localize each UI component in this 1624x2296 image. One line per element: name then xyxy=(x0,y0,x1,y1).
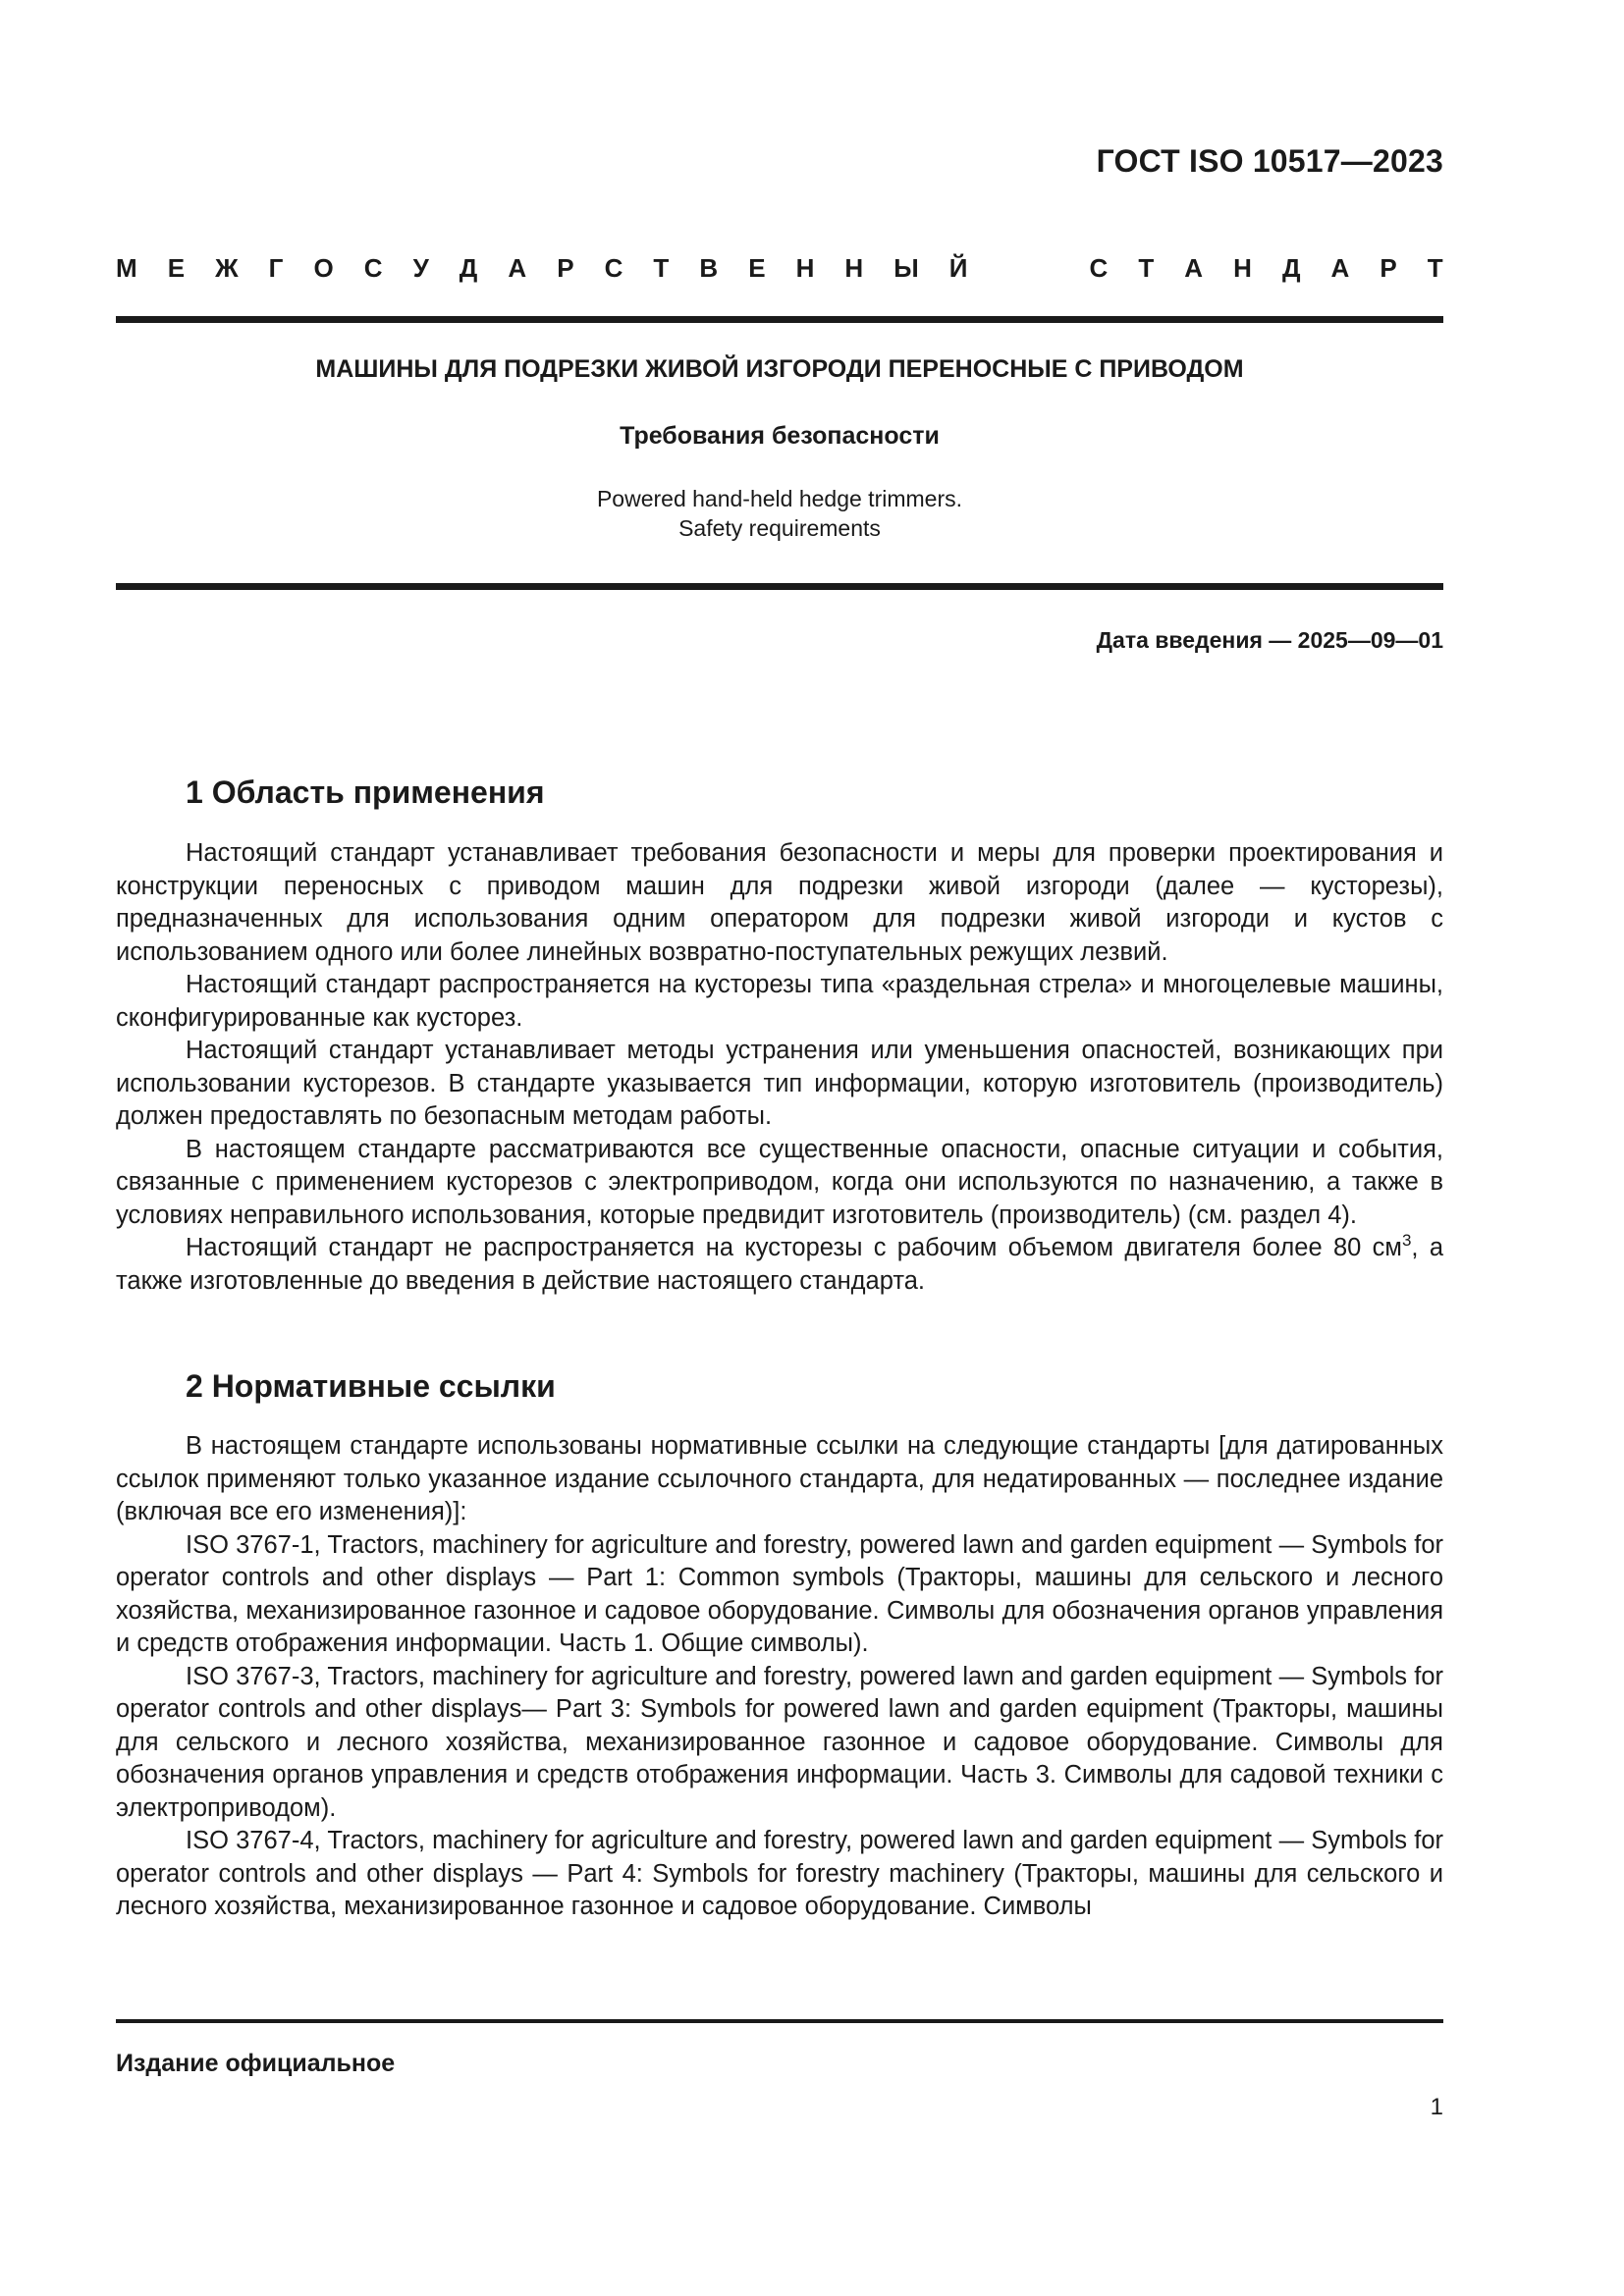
banner-letter: Д xyxy=(459,253,478,283)
banner-letter: Й xyxy=(948,253,968,283)
banner-word-gap xyxy=(998,253,1058,284)
banner-letter: У xyxy=(412,253,429,283)
english-title xyxy=(116,484,1443,543)
banner-letter: Н xyxy=(1233,253,1252,283)
banner-letter: Г xyxy=(268,253,284,283)
banner-letter: С xyxy=(1089,253,1109,283)
banner-letter: А xyxy=(1330,253,1350,283)
paragraph: Настоящий стандарт устанавливает требования безопасности и меры для проверки проектирования и конструкции переносных с приводом машин для подрезки живой изгороди (далее — кусторезы), предназначенных для использования одним оператором для подрезки живой изгороди и кустов с использованием одного или более линейных возвратно-поступательных режущих лезвий. xyxy=(116,839,1443,966)
section-heading: 2 Нормативные ссылки xyxy=(186,1368,556,1404)
paragraph: В настоящем стандарте использованы нормативные ссылки на следующие стандарты [для датированных ссылок применяют только указанное издание ссылочного стандарта, для недатированных — последнее издание (включая все его изменения)]: xyxy=(116,1432,1443,1525)
introduction-date: Дата введения — 2025—09—01 xyxy=(1096,627,1443,653)
english-title-line: Powered hand-held hedge trimmers. xyxy=(596,486,963,511)
paragraph: ISO 3767-1, Tractors, machinery for agriculture and forestry, powered lawn and garden equipment — Symbols for operator controls and other displays — Part 1: Common symbols (Тракторы, машины для сельского и лесного хозяйства, механизированное газонное и садовое оборудование. Символы для обозначения органов управления и средств отображения информации. Часть 1. Общие символы). xyxy=(116,1530,1443,1657)
paragraph-text: , а также изготовленные до введения в действие настоящего стандарта. xyxy=(116,1234,1443,1295)
banner-letter: С xyxy=(604,253,623,283)
official-edition-label: Издание официальное xyxy=(116,2050,396,2077)
document-title: МАШИНЫ ДЛЯ ПОДРЕЗКИ ЖИВОЙ ИЗГОРОДИ ПЕРЕНОСНЫЕ С ПРИВОДОМ xyxy=(315,355,1244,383)
document-page xyxy=(116,0,1443,2296)
banner-letter: А xyxy=(1184,253,1204,283)
paragraph: ISO 3767-4, Tractors, machinery for agriculture and forestry, powered lawn and garden equipment — Symbols for operator controls and other displays — Part 4: Symbols for forestry machinery (Тракторы, машины для сельского и лесного хозяйства, механизированное газонное и садовое оборудование. Символы xyxy=(116,1827,1443,1920)
section-body xyxy=(116,837,1443,1298)
banner-letter: Н xyxy=(844,253,864,283)
paragraph-text: Настоящий стандарт не распространяется на кусторезы с рабочим объемом двигателя более 80 см xyxy=(186,1234,1402,1261)
banner-letter: Р xyxy=(557,253,574,283)
banner-letter: В xyxy=(699,253,719,283)
banner-letter: Т xyxy=(1427,253,1443,283)
banner-letter: Т xyxy=(653,253,670,283)
footer-divider xyxy=(116,2019,1443,2023)
english-title-line: Safety requirements xyxy=(678,515,881,541)
banner-letter: Ж xyxy=(215,253,239,283)
paragraph: В настоящем стандарте рассматриваются все существенные опасности, опасные ситуации и события, связанные с применением кусторезов с электроприводом, когда они используются по назначению, а также в условиях неправильного использования, которые предвидит изготовитель (производитель) (см. раздел 4). xyxy=(116,1135,1443,1229)
section-heading: 1 Область применения xyxy=(186,774,545,810)
banner-letter: М xyxy=(116,253,137,283)
section-body xyxy=(116,1430,1443,1924)
page-number: 1 xyxy=(1430,2094,1443,2120)
banner-letter: Р xyxy=(1380,253,1397,283)
banner-letter: Д xyxy=(1281,253,1301,283)
banner-letter: Н xyxy=(795,253,815,283)
superscript: 3 xyxy=(1401,1231,1412,1250)
banner-letter: О xyxy=(313,253,334,283)
paragraph: Настоящий стандарт распространяется на кусторезы типа «раздельная стрела» и многоцелевые машины, сконфигурированные как кусторез. xyxy=(116,971,1443,1032)
gost-code: ГОСТ ISO 10517—2023 xyxy=(1096,143,1443,179)
banner-letter: А xyxy=(508,253,527,283)
banner-letter: С xyxy=(363,253,383,283)
banner-letter: Т xyxy=(1138,253,1155,283)
banner-letter: Е xyxy=(167,253,186,283)
paragraph: Настоящий стандарт устанавливает методы устранения или уменьшения опасностей, возникающих при использовании кусторезов. В стандарте указывается тип информации, которую изготовитель (производитель) должен предоставлять по безопасным методам работы. xyxy=(116,1037,1443,1130)
banner-letter: Ы xyxy=(893,253,919,283)
paragraph: ISO 3767-3, Tractors, machinery for agriculture and forestry, powered lawn and garden equipment — Symbols for operator controls and other displays— Part 3: Symbols for powered lawn and garden equipment (Тракторы, машины для сельского и лесного хозяйства, механизированное газонное и садовое оборудование. Символы для обозначения органов управления и средств отображения информации. Часть 3. Символы для садовой техники с электроприводом). xyxy=(116,1662,1443,1822)
banner-letter: Е xyxy=(748,253,766,283)
interstate-standard-banner xyxy=(116,253,1443,284)
header-divider xyxy=(116,316,1443,323)
document-subtitle: Требования безопасности xyxy=(620,422,940,450)
title-divider xyxy=(116,583,1443,590)
paragraph xyxy=(116,1232,1443,1298)
